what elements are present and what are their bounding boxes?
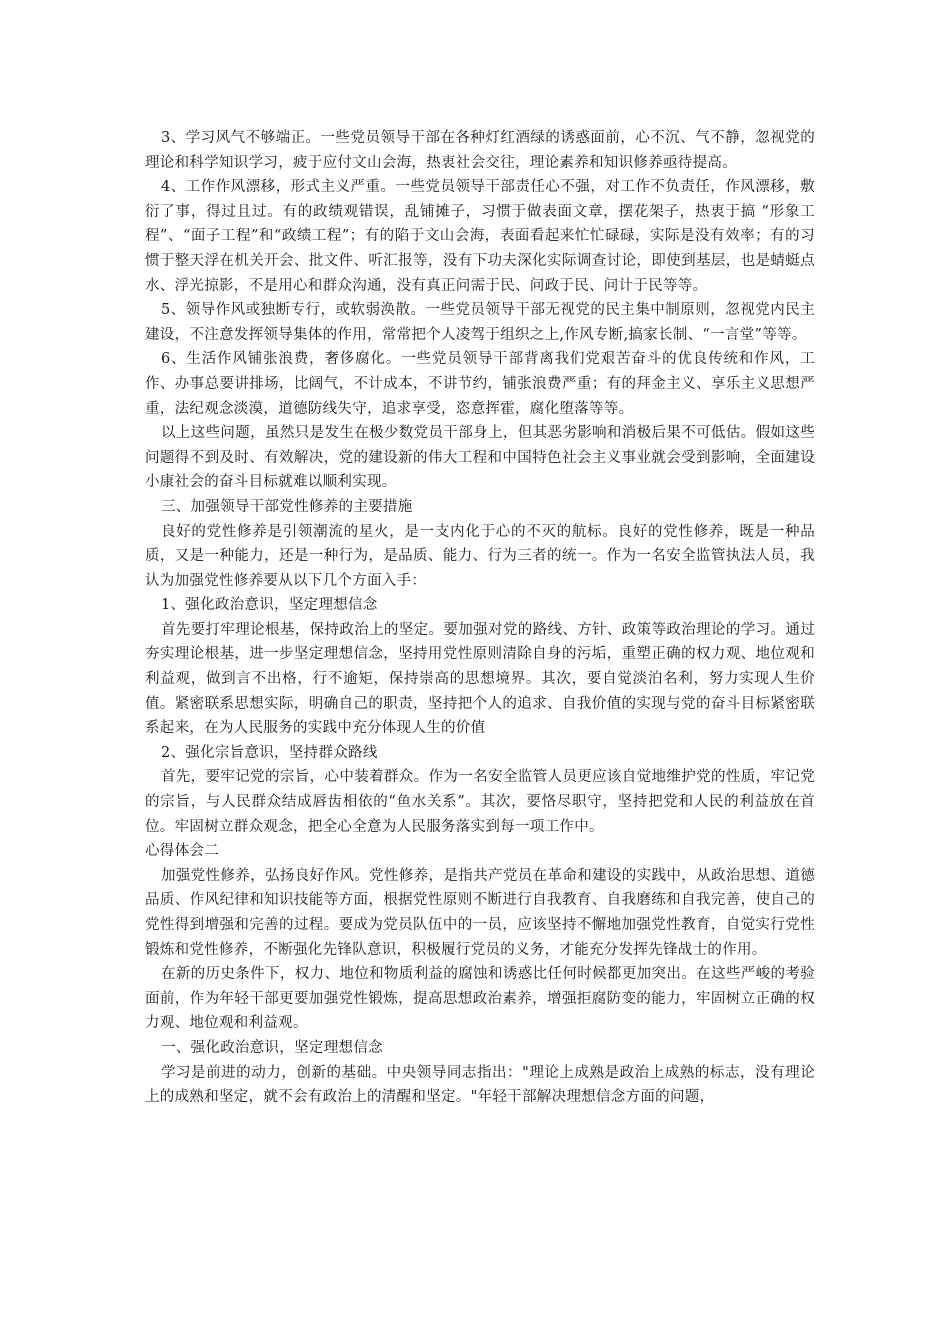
paragraph-life-style: 6、生活作风铺张浪费，奢侈腐化。一些党员领导干部背离我们党艰苦奋斗的优良传统和作风，工作、办事总要讲排场，比阔气，不计成本，不讲节约，铺张浪费严重；有的拜金主义、享乐主义思想严重，法纪观念淡漠，道德防线失守，追求享受，恣意挥霍，腐化堕落等等。	[145, 351, 815, 417]
paragraph-learning-foundation: 学习是前进的动力，创新的基础。中央领导同志指出："理论上成熟是政治上成熟的标志，没有理论上的成熟和坚定，就不会有政治上的清醒和坚定。"年轻干部解决理想信念方面的问题，	[145, 1064, 815, 1106]
subheading-mass-line: 2、强化宗旨意识，坚持群众路线	[160, 744, 378, 761]
paragraph-strengthen-party-spirit: 加强党性修养，弘扬良好作风。党性修养，是指共产党员在革命和建设的实践中，从政治思想、道德品质、作风纪律和知识技能等方面，根据党性原则不断进行自我教育、自我磨练和自我完善，使自己的党性得到增强和完善的过程。要成为党员队伍中的一员，应该坚持不懈地加强党性教育，自觉实行党性锻炼和党性修养，不断强化先锋队意识，积极履行党员的义务，才能充分发挥先锋战士的作用。	[145, 867, 815, 958]
paragraph-party-purpose: 首先，要牢记党的宗旨，心中装着群众。作为一名安全监管人员更应该自觉地维护党的性质，牢记党的宗旨，与人民群众结成唇齿相依的“鱼水关系”。其次，要恪尽职守，坚持把党和人民的利益放在首位。牢固树立群众观念，把全心全意为人民服务落实到每一项工作中。	[145, 769, 815, 835]
paragraph-party-spirit-intro: 良好的党性修养是引领潮流的星火，是一支内化于心的不灭的航标。良好的党性修养，既是一种品质，又是一种能力，还是一种行为，是品质、能力、行为三者的统一。作为一名安全监管执法人员，我认为加强党性修养要从以下几个方面入手：	[145, 523, 815, 589]
section-heading-measures: 三、加强领导干部党性修养的主要措施	[160, 498, 413, 515]
paragraph-study-style: 3、学习风气不够端正。一些党员领导干部在各种灯红酒绿的诱惑面前，心不沉、气不静，忽视党的理论和科学知识学习，疲于应付文山会海，热衷社会交往，理论素养和知识修养亟待提高。	[145, 130, 815, 171]
paragraph-work-style: 4、工作作风漂移，形式主义严重。一些党员领导干部责任心不强，对工作不负责任，作风漂移，敷衍了事，得过且过。有的政绩观错误，乱铺摊子，习惯于做表面文章，摆花架子，热衷于搞 “形象工程”、“面子工程”和“政绩工程”；有的陷于文山会海，表面看起来忙忙碌碌，实际是没有效率；有的习惯于整天浮在机关开会、批文件、听汇报等，没有下功夫深化实际调查讨论，即使到基层，也是蜻蜓点水、浮光掠影，不是用心和群众沟通，没有真正问需于民、问政于民、问计于民等等。	[145, 179, 815, 294]
document-body	[145, 126, 815, 1110]
paragraph-theory-foundation: 首先要打牢理论根基，保持政治上的坚定。要加强对党的路线、方针、政策等政治理论的学习。通过夯实理论根基，进一步坚定理想信念，坚持用党性原则清除自身的污垢，重塑正确的权力观、地位观和利益观，做到言不出格，行不逾矩，保持崇高的思想境界。其次，要自觉淡泊名利，努力实现人生价值。紧密联系思想实际，明确自己的职责，坚持把个人的追求、自我价值的实现与党的奋斗目标紧密联系起来，在为人民服务的实践中充分体现人生的价值	[145, 621, 815, 737]
paragraph-problems-summary: 以上这些问题，虽然只是发生在极少数党员干部身上，但其恶劣影响和消极后果不可低估。假如这些问题得不到及时、有效解决，党的建设新的伟大工程和中国特色社会主义事业就会受到影响，全面建设小康社会的奋斗目标就难以顺利实现。	[145, 425, 815, 491]
paragraph-leadership-style: 5、领导作风或独断专行，或软弱涣散。一些党员领导干部无视党的民主集中制原则，忽视党内民主建设，不注意发挥领导集体的作用，常常把个人凌驾于组织之上,作风专断,搞家长制、“一言堂”等等。	[145, 302, 815, 343]
subheading-political-awareness: 1、强化政治意识，坚定理想信念	[160, 597, 378, 614]
paragraph-new-historical-conditions: 在新的历史条件下，权力、地位和物质利益的腐蚀和诱惑比任何时候都更加突出。在这些严峻的考验面前，作为年轻干部更要加强党性锻炼，提高思想政治素养，增强拒腐防变的能力，牢固树立正确的权力观、地位观和利益观。	[145, 966, 815, 1032]
subheading-political-awareness-two: 一、强化政治意识，坚定理想信念	[160, 1039, 383, 1056]
section-heading-reflection-two: 心得体会二	[145, 843, 219, 860]
